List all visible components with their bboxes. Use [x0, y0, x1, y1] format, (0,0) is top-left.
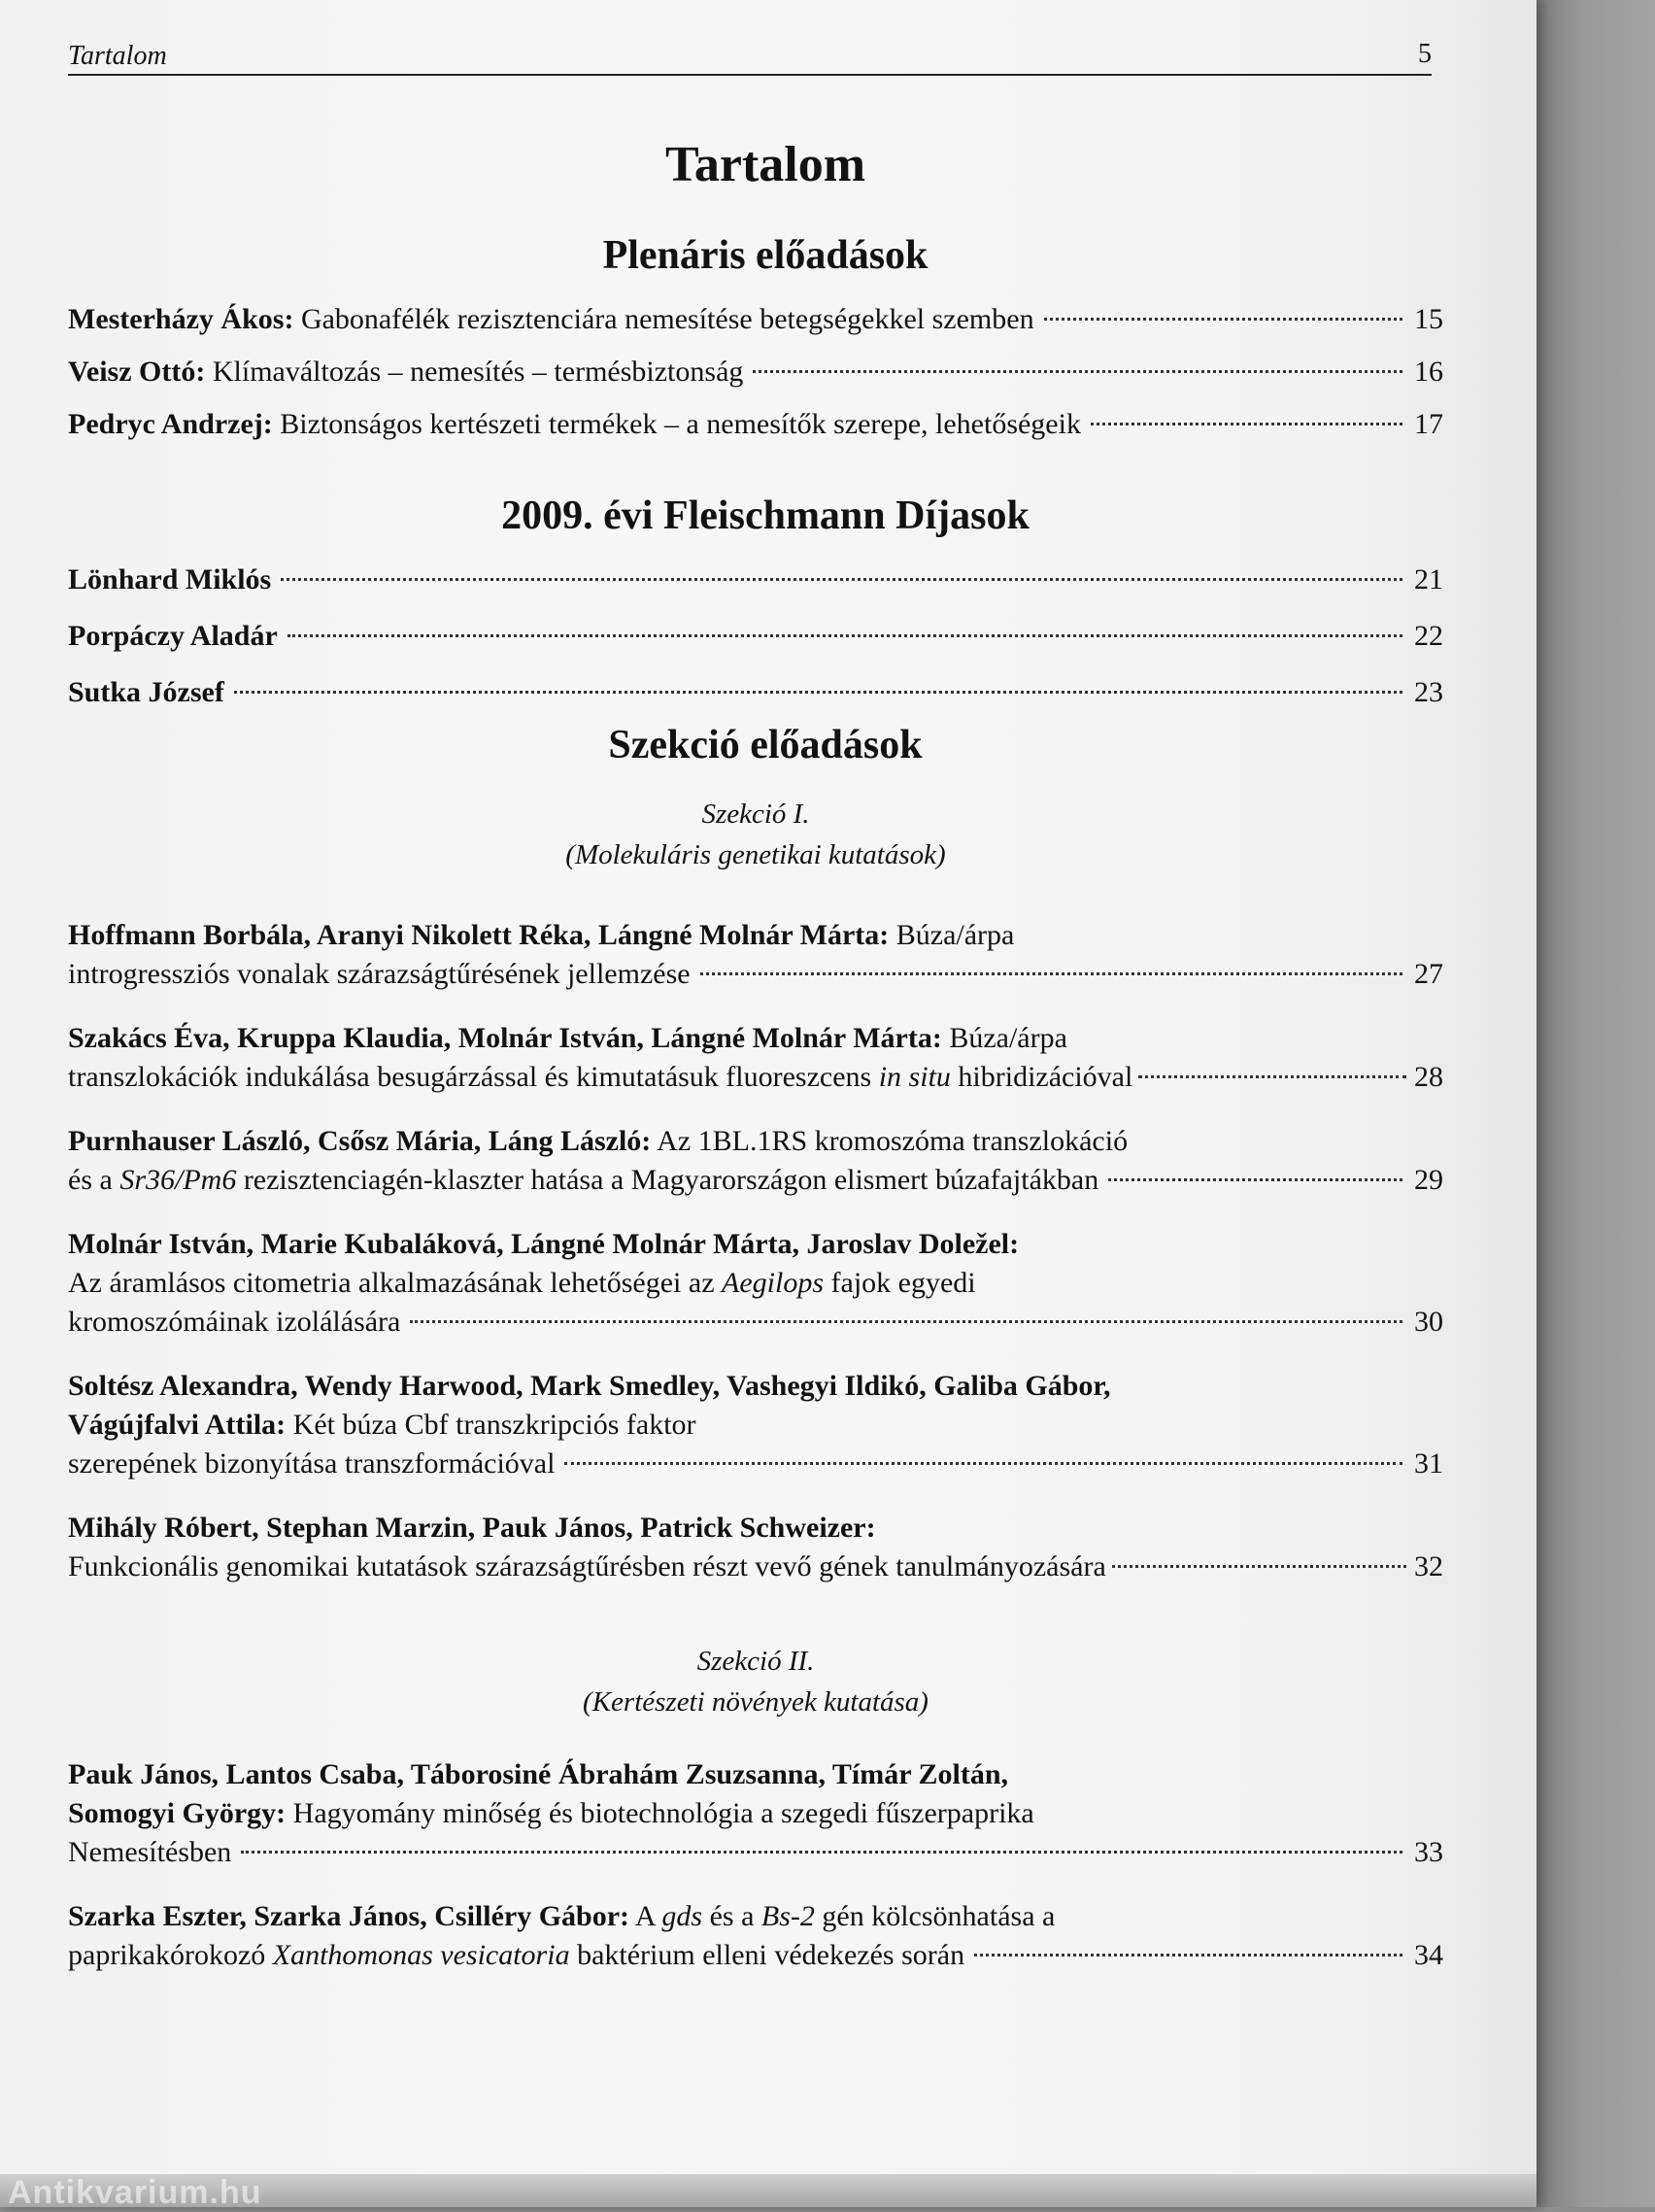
- toc-entry: [68, 405, 1443, 444]
- entry-title-italic: in situ: [878, 1061, 951, 1093]
- entry-title-cont: kromoszómáinak izolálására: [68, 1306, 401, 1338]
- toc-content: [68, 136, 1443, 2000]
- entry-page: 23: [1414, 676, 1443, 708]
- entry-title: Biztonságos kertészeti termékek – a nemesítők szerepe, lehetőségeik: [280, 408, 1081, 440]
- entry-title-italic: Xanthomonas vesicatoria: [272, 1939, 570, 1971]
- toc-entry: [68, 300, 1443, 339]
- entry-title: Az 1BL.1RS kromoszóma transzlokáció: [657, 1125, 1129, 1157]
- entry-page: 34: [1414, 1939, 1443, 1971]
- section-2-subheading: [68, 1641, 1443, 1722]
- sections-heading: Szekció előadások: [608, 723, 923, 767]
- running-title: Tartalom: [68, 41, 167, 71]
- section-1-label: Szekció I.: [701, 799, 810, 830]
- entry-page: 29: [1414, 1164, 1443, 1196]
- entry-page: 21: [1414, 563, 1443, 596]
- entry-title-cont: rezisztenciagén-klaszter hatása a Magyarországon elismert búzafajtákban: [243, 1164, 1099, 1196]
- section-1-subheading: [68, 794, 1443, 875]
- entry-title-italic: Sr36/Pm6: [119, 1164, 237, 1196]
- entry-page: 28: [1414, 1061, 1443, 1093]
- toc-entry: [68, 1019, 1443, 1097]
- entry-title: Hagyomány minőség és biotechnológia a szegedi fűszerpaprika: [292, 1797, 1034, 1829]
- entry-authors: Mihály Róbert, Stephan Marzin, Pauk János, Patrick Schweizer:: [68, 1512, 876, 1544]
- entry-authors: Molnár István, Marie Kubaláková, Lángné Molnár Márta, Jaroslav Doležel:: [68, 1228, 1020, 1260]
- page-title: Tartalom: [664, 137, 866, 192]
- entry-authors: Soltész Alexandra, Wendy Harwood, Mark Smedley, Vashegyi Ildikó, Galiba Gábor,: [68, 1370, 1111, 1402]
- entry-authors: Pedryc Andrzej:: [68, 408, 273, 440]
- entry-title: A: [634, 1900, 655, 1932]
- entry-page: 22: [1414, 620, 1443, 652]
- entry-title-italic: Bs-2: [760, 1900, 815, 1932]
- toc-entry: [68, 561, 1443, 599]
- toc-entry: [68, 1225, 1443, 1342]
- entry-authors: Pauk János, Lantos Csaba, Táborosiné Ábrahám Zsuzsanna, Tímár Zoltán,: [68, 1758, 1009, 1790]
- entry-page: 30: [1414, 1306, 1443, 1338]
- entry-title-cont: Nemesítésben: [68, 1836, 232, 1868]
- fleischmann-heading: 2009. évi Fleischmann Díjasok: [501, 493, 1030, 538]
- entry-page: 27: [1414, 958, 1443, 990]
- entry-title-cont: paprikakórokozó: [68, 1939, 266, 1971]
- entry-authors: Sutka József: [68, 676, 224, 708]
- entry-authors: Szakács Éva, Kruppa Klaudia, Molnár István, Lángné Molnár Márta:: [68, 1022, 942, 1054]
- entry-authors: Lönhard Miklós: [68, 563, 272, 596]
- entry-authors: Veisz Ottó:: [68, 356, 206, 388]
- entry-title: gén kölcsönhatása a: [822, 1900, 1056, 1932]
- entry-authors: Porpáczy Aladár: [68, 620, 278, 652]
- toc-entry: [68, 916, 1443, 994]
- toc-entry: [68, 1122, 1443, 1200]
- entry-title-cont: baktérium elleni védekezés során: [577, 1939, 965, 1971]
- toc-entry: [68, 673, 1443, 712]
- entry-title: Funkcionális genomikai kutatások szárazságtűrésben részt vevő gének tanulmányozására: [68, 1550, 1106, 1582]
- entry-authors: Somogyi György:: [68, 1797, 287, 1829]
- entry-title: Búza/árpa: [895, 919, 1015, 951]
- toc-entry: [68, 1509, 1443, 1586]
- entry-title-cont: szerepének bizonyítása transzformációval: [68, 1447, 556, 1480]
- entry-authors: Szarka Eszter, Szarka János, Csilléry Gábor:: [68, 1900, 630, 1932]
- watermark: Antikvarium.hu: [8, 2174, 262, 2211]
- running-header: [68, 39, 1432, 76]
- section-1-subtitle: (Molekuláris genetikai kutatások): [565, 839, 946, 870]
- toc-entry: [68, 617, 1443, 656]
- entry-authors: Purnhauser László, Csősz Mária, Láng László:: [68, 1125, 652, 1157]
- next-page-edge: [1525, 0, 1655, 2207]
- entry-page: 31: [1414, 1447, 1443, 1480]
- entry-title-cont: hibridizációval: [958, 1061, 1133, 1093]
- entry-authors: Vágújfalvi Attila:: [68, 1409, 287, 1441]
- entry-title: Gabonafélék rezisztenciára nemesítése betegségekkel szemben: [300, 303, 1034, 335]
- entry-title: fajok egyedi: [830, 1267, 976, 1299]
- entry-title: Búza/árpa: [949, 1022, 1067, 1054]
- entry-title-cont: és a: [68, 1164, 113, 1196]
- toc-entry: [68, 1755, 1443, 1872]
- entry-page: 17: [1414, 408, 1443, 440]
- toc-entry: [68, 353, 1443, 391]
- entry-title-cont: transzlokációk indukálása besugárzással és kimutatásuk fluoreszcens: [68, 1061, 872, 1093]
- entry-title-cont: introgressziós vonalak szárazságtűrésének jellemzése: [68, 958, 691, 990]
- toc-entry: [68, 1367, 1443, 1483]
- toc-entry: [68, 1897, 1443, 1975]
- entry-page: 33: [1414, 1836, 1443, 1868]
- section-2-label: Szekció II.: [696, 1646, 815, 1677]
- entry-page: 32: [1414, 1550, 1443, 1582]
- entry-title: Az áramlásos citometria alkalmazásának lehetőségei az: [68, 1267, 715, 1299]
- entry-page: 15: [1414, 303, 1443, 335]
- entry-title: és a: [709, 1900, 755, 1932]
- entry-title: Klímaváltozás – nemesítés – termésbiztonság: [212, 356, 744, 388]
- entry-title-italic: gds: [661, 1900, 703, 1932]
- page-number: 5: [1418, 39, 1432, 69]
- entry-title-italic: Aegilops: [722, 1267, 825, 1299]
- entry-page: 16: [1414, 356, 1443, 388]
- entry-title: Két búza Cbf transzkripciós faktor: [292, 1409, 696, 1441]
- plenary-heading: Plenáris előadások: [602, 233, 929, 278]
- entry-authors: Mesterházy Ákos:: [68, 303, 294, 335]
- section-2-subtitle: (Kertészeti növények kutatása): [583, 1686, 929, 1718]
- entry-authors: Hoffmann Borbála, Aranyi Nikolett Réka, Lángné Molnár Márta:: [68, 919, 890, 951]
